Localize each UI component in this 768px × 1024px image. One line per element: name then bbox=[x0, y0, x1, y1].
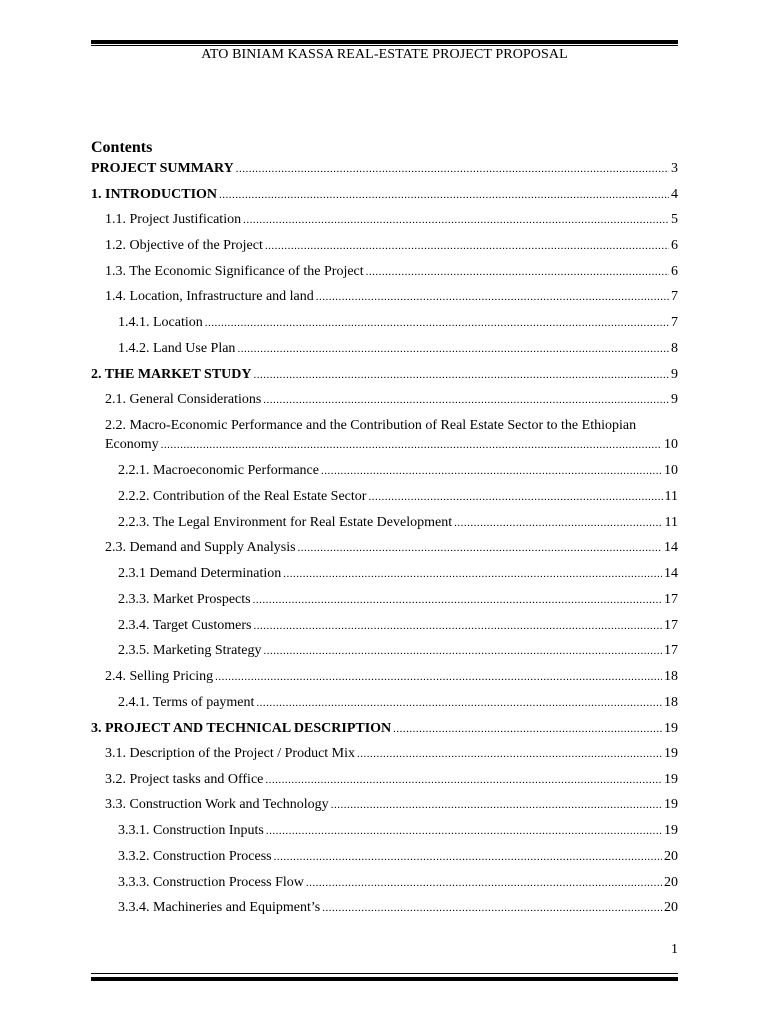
toc-entry-title: 2.3. Demand and Supply Analysis bbox=[105, 540, 296, 555]
toc-entry-title-line2: Economy bbox=[105, 437, 159, 452]
toc-entry-page: 5 bbox=[671, 212, 678, 227]
toc-entry-title: 3.3. Construction Work and Technology bbox=[105, 797, 329, 812]
toc-entry-title: 3.3.3. Construction Process Flow bbox=[118, 875, 304, 890]
toc-entry-page: 7 bbox=[671, 289, 678, 304]
toc-leader-dots bbox=[254, 366, 669, 384]
toc-entry-title: 3.3.2. Construction Process bbox=[118, 849, 272, 864]
toc-leader-dots bbox=[331, 796, 662, 814]
toc-leader-dots bbox=[283, 565, 662, 583]
toc-entry-page: 9 bbox=[671, 367, 678, 382]
toc-entry-title: 2.3.4. Target Customers bbox=[118, 618, 252, 633]
toc-leader-dots bbox=[253, 591, 662, 609]
toc-entry-title: 1.2. Objective of the Project bbox=[105, 238, 263, 253]
toc-entry-title: 2.3.1 Demand Determination bbox=[118, 566, 282, 581]
toc-entry[interactable] bbox=[105, 745, 678, 763]
toc-leader-dots bbox=[263, 391, 669, 409]
toc-entry-title: 2.2.2. Contribution of the Real Estate Sector bbox=[118, 489, 367, 504]
toc-entry[interactable] bbox=[118, 591, 678, 609]
toc-entry[interactable] bbox=[105, 211, 678, 229]
toc-leader-dots bbox=[256, 694, 662, 712]
toc-entry[interactable] bbox=[118, 822, 678, 840]
toc-entry[interactable] bbox=[105, 771, 678, 789]
toc-entry-page: 6 bbox=[671, 238, 678, 253]
toc-leader-dots bbox=[219, 186, 669, 204]
toc-entry-title: 2.3.3. Market Prospects bbox=[118, 592, 251, 607]
footer-rule-thin bbox=[91, 973, 678, 974]
footer-page-number: 1 bbox=[671, 942, 678, 957]
header-rule-thin bbox=[91, 45, 678, 46]
toc-entry-title: 2.3.5. Marketing Strategy bbox=[118, 643, 262, 658]
toc-leader-dots bbox=[243, 211, 669, 229]
header-rule-thick bbox=[91, 40, 678, 44]
toc-entry-page: 10 bbox=[664, 437, 678, 452]
toc-entry[interactable] bbox=[118, 848, 678, 866]
toc-entry-page: 20 bbox=[664, 875, 678, 890]
toc-leader-dots bbox=[393, 720, 662, 738]
toc-leader-dots bbox=[454, 514, 662, 532]
toc-entry-title: 1.4. Location, Infrastructure and land bbox=[105, 289, 314, 304]
toc-entry-title: 2.4.1. Terms of payment bbox=[118, 695, 255, 710]
toc-entry[interactable] bbox=[105, 288, 678, 306]
toc-entry[interactable] bbox=[118, 314, 678, 332]
toc-entry[interactable] bbox=[105, 263, 678, 281]
toc-entry[interactable] bbox=[118, 874, 678, 892]
toc-entry-page: 10 bbox=[664, 463, 678, 478]
toc-leader-dots bbox=[266, 822, 662, 840]
toc-leader-dots bbox=[298, 539, 662, 557]
toc-leader-dots bbox=[253, 617, 662, 635]
toc-leader-dots bbox=[322, 899, 662, 917]
toc-entry[interactable] bbox=[118, 565, 678, 583]
toc-entry[interactable] bbox=[105, 416, 678, 455]
toc-leader-dots bbox=[236, 160, 669, 178]
toc-entry-page: 20 bbox=[664, 900, 678, 915]
toc-entry[interactable] bbox=[105, 237, 678, 255]
toc-entry[interactable] bbox=[91, 160, 678, 178]
toc-leader-dots bbox=[357, 745, 662, 763]
toc-entry-page: 20 bbox=[664, 849, 678, 864]
toc-entry[interactable] bbox=[118, 462, 678, 480]
toc-entry-page: 17 bbox=[664, 592, 678, 607]
toc-leader-dots bbox=[316, 288, 669, 306]
toc-entry-title: 1.4.2. Land Use Plan bbox=[118, 341, 236, 356]
toc-entry[interactable] bbox=[91, 186, 678, 204]
toc-entry-page: 6 bbox=[671, 264, 678, 279]
toc-entry-title: 2.1. General Considerations bbox=[105, 392, 262, 407]
toc-leader-dots bbox=[265, 771, 662, 789]
toc-entry-title: 3.3.1. Construction Inputs bbox=[118, 823, 264, 838]
toc-entry[interactable] bbox=[118, 642, 678, 660]
toc-entry[interactable] bbox=[91, 720, 678, 738]
toc-entry[interactable] bbox=[118, 514, 678, 532]
toc-entry-page: 14 bbox=[664, 566, 678, 581]
toc-entry-title: 1. INTRODUCTION bbox=[91, 187, 218, 202]
toc-entry-page: 7 bbox=[671, 315, 678, 330]
toc-entry-page: 19 bbox=[664, 772, 678, 787]
toc-entry-page: 19 bbox=[664, 797, 678, 812]
toc-leader-dots bbox=[205, 314, 669, 332]
toc-leader-dots bbox=[368, 488, 662, 506]
toc-leader-dots bbox=[161, 436, 662, 455]
toc-entry-page: 11 bbox=[664, 515, 678, 530]
toc-entry[interactable] bbox=[105, 796, 678, 814]
contents-heading: Contents bbox=[91, 139, 153, 156]
toc-entry-page: 17 bbox=[664, 618, 678, 633]
toc-leader-dots bbox=[215, 668, 662, 686]
footer-rule-thick bbox=[91, 977, 678, 981]
toc-entry-title: 2.2.1. Macroeconomic Performance bbox=[118, 463, 319, 478]
toc-entry-title-line1: 2.2. Macro-Economic Performance and the Contribution of Real Estate Sector to the Ethiopian bbox=[105, 418, 637, 433]
toc-entry-title: 2. THE MARKET STUDY bbox=[91, 367, 252, 382]
toc-entry-page: 18 bbox=[664, 695, 678, 710]
toc-entry[interactable] bbox=[118, 617, 678, 635]
toc-entry-page: 4 bbox=[671, 187, 678, 202]
header-title: ATO BINIAM KASSA REAL-ESTATE PROJECT PROPOSAL bbox=[201, 47, 568, 62]
toc-entry[interactable] bbox=[118, 488, 678, 506]
toc-entry-page: 14 bbox=[664, 540, 678, 555]
toc-entry-title: 3.1. Description of the Project / Product Mix bbox=[105, 746, 356, 761]
toc-entry-page: 19 bbox=[664, 746, 678, 761]
toc-entry-page: 3 bbox=[671, 161, 678, 176]
toc-entry-title: 3.3.4. Machineries and Equipment’s bbox=[118, 900, 321, 915]
toc-leader-dots bbox=[366, 263, 669, 281]
toc-entry-title: 1.3. The Economic Significance of the Project bbox=[105, 264, 364, 279]
toc-entry[interactable] bbox=[118, 899, 678, 917]
toc-leader-dots bbox=[263, 642, 662, 660]
toc-entry[interactable] bbox=[105, 539, 678, 557]
toc-leader-dots bbox=[274, 848, 662, 866]
toc-entry[interactable] bbox=[118, 340, 678, 358]
toc-entry-page: 11 bbox=[664, 489, 678, 504]
toc-entry-page: 9 bbox=[671, 392, 678, 407]
toc-entry-title: 1.1. Project Justification bbox=[105, 212, 242, 227]
toc-leader-dots bbox=[265, 237, 669, 255]
toc-entry-page: 18 bbox=[664, 669, 678, 684]
toc-leader-dots bbox=[237, 340, 669, 358]
toc-entry[interactable] bbox=[105, 391, 678, 409]
toc-entry-title: 2.4. Selling Pricing bbox=[105, 669, 214, 684]
toc-entry-page: 19 bbox=[664, 721, 678, 736]
toc-entry[interactable] bbox=[91, 366, 678, 384]
toc-entry-title: PROJECT SUMMARY bbox=[91, 161, 234, 176]
toc-entry-title: 3.2. Project tasks and Office bbox=[105, 772, 264, 787]
toc-entry-page: 8 bbox=[671, 341, 678, 356]
toc-entry-title: 1.4.1. Location bbox=[118, 315, 203, 330]
toc-entry-page: 17 bbox=[664, 643, 678, 658]
toc-entry[interactable] bbox=[105, 668, 678, 686]
toc-entry-title: 2.2.3. The Legal Environment for Real Estate Development bbox=[118, 515, 453, 530]
toc-entry[interactable] bbox=[118, 694, 678, 712]
toc-entry-line2 bbox=[105, 435, 678, 455]
toc-leader-dots bbox=[306, 874, 662, 892]
toc-entry-page: 19 bbox=[664, 823, 678, 838]
toc-entry-title: 3. PROJECT AND TECHNICAL DESCRIPTION bbox=[91, 721, 392, 736]
toc-leader-dots bbox=[321, 462, 662, 480]
